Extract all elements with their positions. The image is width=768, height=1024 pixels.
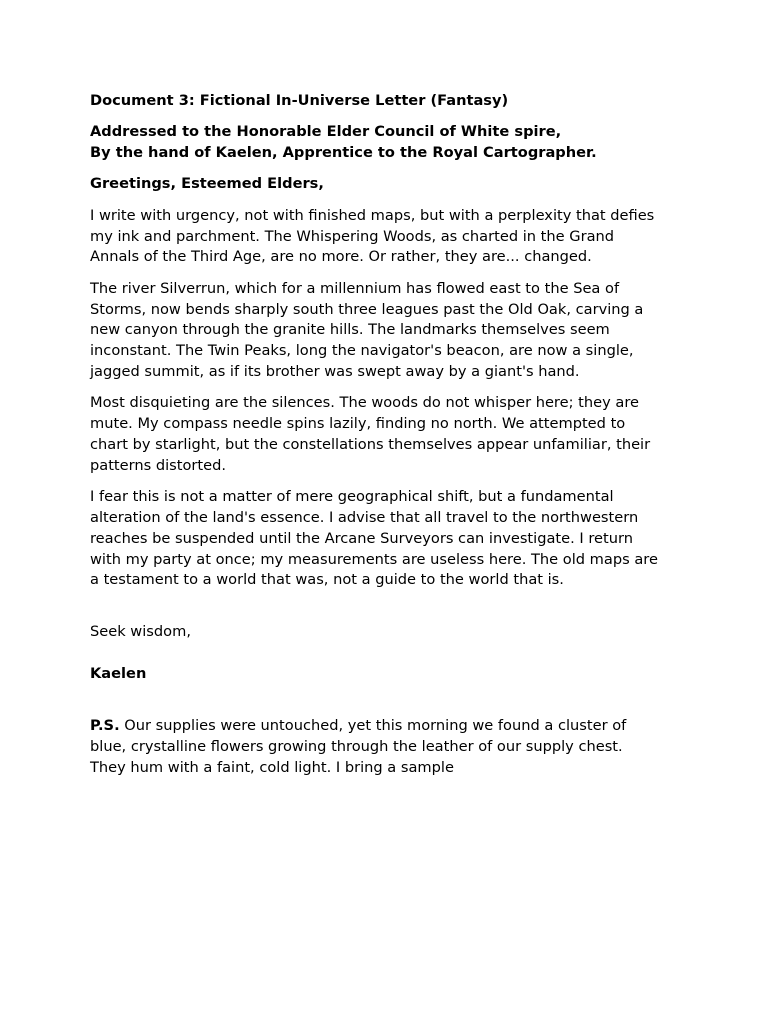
ps-text: Our supplies were untouched, yet this morning we found a cluster of blue, crystalline flowers growing through the leather of our supply chest. They hum with a faint, cold light. I bring a sample	[90, 717, 627, 776]
closing: Seek wisdom,	[90, 623, 191, 641]
postscript	[90, 716, 690, 778]
greeting: Greetings, Esteemed Elders,	[90, 175, 324, 193]
body-paragraph-2: The river Silverrun, which for a millennium has flowed east to the Sea of Storms, now bends sharply south three leagues past the Old Oak, carving a new canyon through the granite hills. The landmarks themselves seem inconstant. The Twin Peaks, long the navigator's beacon, are now a single, jagged summit, as if its brother was swept away by a giant's hand.	[90, 279, 644, 380]
address-line-2: By the hand of Kaelen, Apprentice to the Royal Cartographer.	[90, 143, 597, 161]
body-paragraph-3: Most disquieting are the silences. The woods do not whisper here; they are mute. My compass needle spins lazily, finding no north. We attempted to chart by starlight, but the constellations themselves appear unfamiliar, their patterns distorted.	[90, 394, 651, 474]
address-block	[90, 122, 690, 164]
document-title: Document 3: Fictional In-Universe Letter (Fantasy)	[90, 92, 509, 109]
signature-block	[90, 602, 690, 706]
body-paragraph-4: I fear this is not a matter of mere geographical shift, but a fundamental alteration of the land's essence. I advise that all travel to the northwestern reaches be suspended until the Arcane Surveyors can investigate. I return with my party at once; my measurements are useless here. The old maps are a testament to a world that was, not a guide to the world that is.	[90, 488, 658, 589]
letter-page	[90, 91, 690, 789]
signature-name: Kaelen	[90, 665, 147, 683]
body-paragraph-1: I write with urgency, not with finished maps, but with a perplexity that defies my ink and parchment. The Whispering Woods, as charted in the Grand Annals of the Third Age, are no more. Or rather, they are... changed.	[90, 206, 655, 266]
address-line-1: Addressed to the Honorable Elder Council of White spire,	[90, 123, 562, 141]
ps-label: P.S.	[90, 717, 120, 735]
